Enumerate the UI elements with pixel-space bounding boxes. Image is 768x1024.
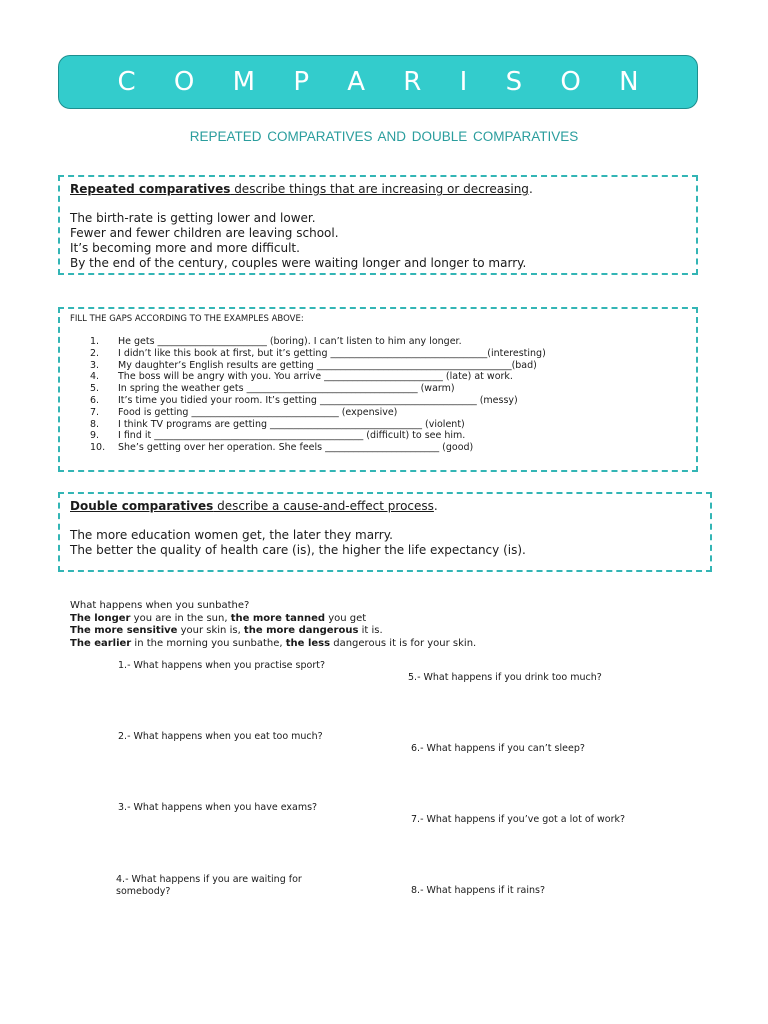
example-text: in the morning you sunbathe, — [131, 637, 286, 649]
example-question: What happens when you sunbathe? — [70, 600, 250, 611]
fill-gaps-box — [58, 307, 698, 472]
item-text: She’s getting over her operation. She feels ________________________ (good) — [118, 442, 474, 454]
question-8: 8.- What happens if it rains? — [411, 885, 545, 896]
example-bold: The more sensitive — [70, 625, 178, 636]
double-lead — [70, 499, 434, 513]
double-comparatives-box — [58, 492, 712, 572]
question-7: 7.- What happens if you’ve got a lot of work? — [411, 814, 626, 825]
item-number: 1. — [90, 336, 100, 347]
item-number: 2. — [90, 347, 100, 359]
list-item — [90, 395, 546, 407]
item-text: Food is getting _______________________________ (expensive) — [118, 406, 398, 418]
list-item — [90, 348, 546, 360]
item-number: 7. — [90, 406, 100, 418]
fill-gaps-title: FILL THE GAPS ACCORDING TO THE EXAMPLES ABOVE: — [70, 314, 304, 324]
repeated-lead-term: Repeated comparatives — [70, 182, 231, 196]
item-text: I think TV programs are getting ________________________________ (violent) — [118, 418, 465, 430]
question-2: 2.- What happens when you eat too much? — [118, 731, 323, 742]
list-item — [90, 407, 546, 419]
example-bold: The earlier — [70, 637, 132, 649]
item-number: 6. — [90, 394, 100, 406]
list-item — [90, 336, 546, 348]
list-item — [90, 360, 546, 372]
example-line — [70, 625, 476, 638]
page-title: C O M P A R I S O N — [117, 67, 654, 97]
title-banner — [58, 55, 698, 109]
example-text: dangerous it is for your skin. — [330, 637, 477, 649]
double-lead-definition: describe a cause-and-effect process — [213, 499, 434, 513]
question-4: 4.- What happens if you are waiting for somebody? — [116, 874, 302, 897]
question-1: 1.- What happens when you practise sport? — [118, 660, 326, 671]
repeated-lead — [70, 182, 529, 196]
item-number: 4. — [90, 371, 100, 383]
fill-gaps-list — [90, 336, 546, 454]
item-number: 9. — [90, 430, 100, 442]
repeated-example: By the end of the century, couples were waiting longer and longer to marry. — [70, 256, 527, 270]
example-bold: the more tanned — [230, 612, 326, 624]
example-bold: the more dangerous — [243, 625, 359, 636]
example-text: it is. — [358, 625, 383, 636]
sunbathe-example — [70, 600, 476, 650]
double-lead-term: Double comparatives — [70, 499, 214, 513]
item-text: I didn’t like this book at first, but it’s getting _________________________________(interesting) — [118, 347, 546, 359]
list-item — [90, 442, 546, 454]
example-line — [70, 638, 476, 651]
repeated-comparatives-text: Repeated comparatives describe things that are increasing or decreasing. The birth-rate is getting lower and lower. Fewer and fewer children are leaving school. It’s becoming more and more difficult. By the end of the century, couples were waiting longer and longer to marry. — [70, 182, 670, 271]
repeated-lead-definition: describe things that are increasing or decreasing — [230, 182, 529, 196]
example-line — [70, 613, 476, 626]
double-example: The more education women get, the later they marry. — [70, 528, 393, 542]
question-6: 6.- What happens if you can’t sleep? — [411, 743, 585, 754]
example-text: you are in the sun, — [130, 612, 231, 624]
item-number: 3. — [90, 359, 100, 371]
item-number: 8. — [90, 418, 100, 430]
list-item — [90, 383, 546, 395]
repeated-example: The birth-rate is getting lower and lower. — [70, 211, 316, 225]
item-text: He gets _______________________ (boring). I can’t listen to him any longer. — [118, 336, 462, 347]
list-item — [90, 419, 546, 431]
example-bold: The longer — [70, 612, 131, 624]
question-3: 3.- What happens when you have exams? — [118, 802, 318, 813]
item-text: It’s time you tidied your room. It’s getting _________________________________ (messy) — [118, 394, 518, 406]
list-item — [90, 430, 546, 442]
example-text: your skin is, — [177, 625, 244, 636]
item-text: In spring the weather gets ____________________________________ (warm) — [118, 383, 455, 395]
item-text: My daughter’s English results are getting _________________________________________(bad) — [118, 359, 537, 371]
item-text: The boss will be angry with you. You arrive _________________________ (late) at work. — [118, 371, 513, 383]
example-bold: the less — [285, 637, 331, 649]
example-text: you get — [325, 612, 367, 624]
double-comparatives-text: Double comparatives describe a cause-and-effect process. The more education women get, the later they marry. The better the quality of health care (is), the higher the life expectancy (is). — [70, 499, 690, 558]
item-text: I find it ____________________________________________ (difficult) to see him. — [118, 430, 466, 442]
double-example: The better the quality of health care (is), the higher the life expectancy (is). — [70, 543, 526, 557]
repeated-comparatives-box — [58, 175, 698, 275]
item-number: 10. — [90, 442, 106, 454]
subtitle: REPEATED COMPARATIVES AND DOUBLE COMPARATIVES — [189, 129, 579, 144]
question-5: 5.- What happens if you drink too much? — [408, 672, 602, 683]
list-item — [90, 371, 546, 383]
repeated-example: Fewer and fewer children are leaving school. — [70, 226, 339, 240]
repeated-example: It’s becoming more and more difficult. — [70, 241, 300, 255]
item-number: 5. — [90, 383, 100, 395]
